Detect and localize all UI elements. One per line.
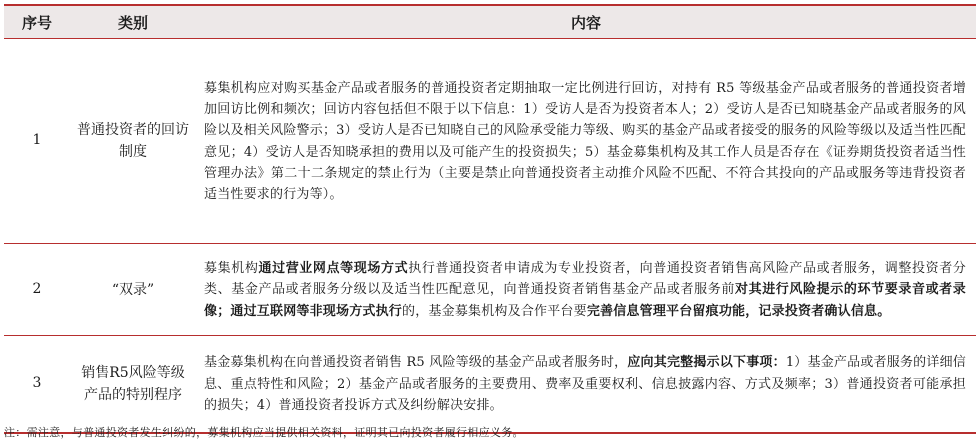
- content-text: 的，基金募集机构及合作平台要: [402, 303, 587, 319]
- row-content: [196, 244, 976, 336]
- content-text: 执行普通投资者申请成为专业投资者，向普通投资者销售高风险产品或者服务，调整投资者分类、基金产品或者服务分级以及适当性匹配意见，向普通投资者销售基金产品或者服务前: [204, 261, 967, 298]
- row-index: 3: [4, 336, 70, 433]
- content-emphasis: 应向其完整揭示以下事项：: [627, 355, 786, 371]
- content-emphasis: 完善信息管理平台留痕功能，记录投资者确认信息。: [586, 303, 891, 319]
- table-header-row: [4, 5, 976, 39]
- row-index: 1: [4, 39, 70, 244]
- row-content: [196, 39, 976, 244]
- row-category: “双录”: [70, 244, 196, 336]
- footnote: 注：需注意，与普通投资者发生纠纷的，募集机构应当提供相关资料，证明其已向投资者履行相应义务。: [4, 426, 524, 439]
- table-row: [4, 39, 976, 244]
- content-text: 1）基金产品或者服务的详细信息、重点特性和风险；2）基金产品或者服务的主要费用、费率及重要权利、信息披露内容、方式及频率；3）普通投资者可能承担的损失；4）普通投资者投诉方式及纠纷解决安排。: [204, 355, 966, 413]
- content-text: 基金募集机构在向普通投资者销售 R5 风险等级的基金产品或者服务时，: [204, 355, 628, 371]
- header-content: 内容: [196, 5, 976, 39]
- content-text: 募集机构应对购买基金产品或者服务的普通投资者定期抽取一定比例进行回访，对持有 R5 等级基金产品或者服务的普通投资者增加回访比例和频次；回访内容包括但不限于以下信息：1）受访人是否为投资者本人；2）受访人是否已知晓基金产品或者服务的风险以及相关风险警示；3）受访人是否已知晓自己的风险承受能力等级、购买的基金产品或者接受的服务的风险等级以及适当性匹配意见；4）受访人是否知晓承担的费用以及可能产生的投资损失；5）基金募集机构及其工作人员是否存在《证券期货投资者适当性管理办法》第二十二条规定的禁止行为（主要是禁止向普通投资者主动推介风险不匹配、不符合其投向的产品或服务等违背投资者适当性要求的行为等）。: [204, 80, 966, 202]
- row-category: 销售R5风险等级产品的特别程序: [70, 336, 196, 433]
- content-text: 募集机构: [204, 261, 259, 277]
- content-table-container: [4, 4, 976, 434]
- table-row: [4, 244, 976, 336]
- row-category: 普通投资者的回访制度: [70, 39, 196, 244]
- row-index: 2: [4, 244, 70, 336]
- row-content: [196, 336, 976, 433]
- header-category: 类别: [70, 5, 196, 39]
- content-emphasis: 对其进行风险提示的环节要录音或者录像；通过互联网等非现场方式执行: [204, 282, 966, 319]
- content-emphasis: 通过营业网点等现场方式: [258, 261, 409, 277]
- content-table: [4, 4, 976, 434]
- header-index: 序号: [4, 5, 70, 39]
- table-row: [4, 336, 976, 433]
